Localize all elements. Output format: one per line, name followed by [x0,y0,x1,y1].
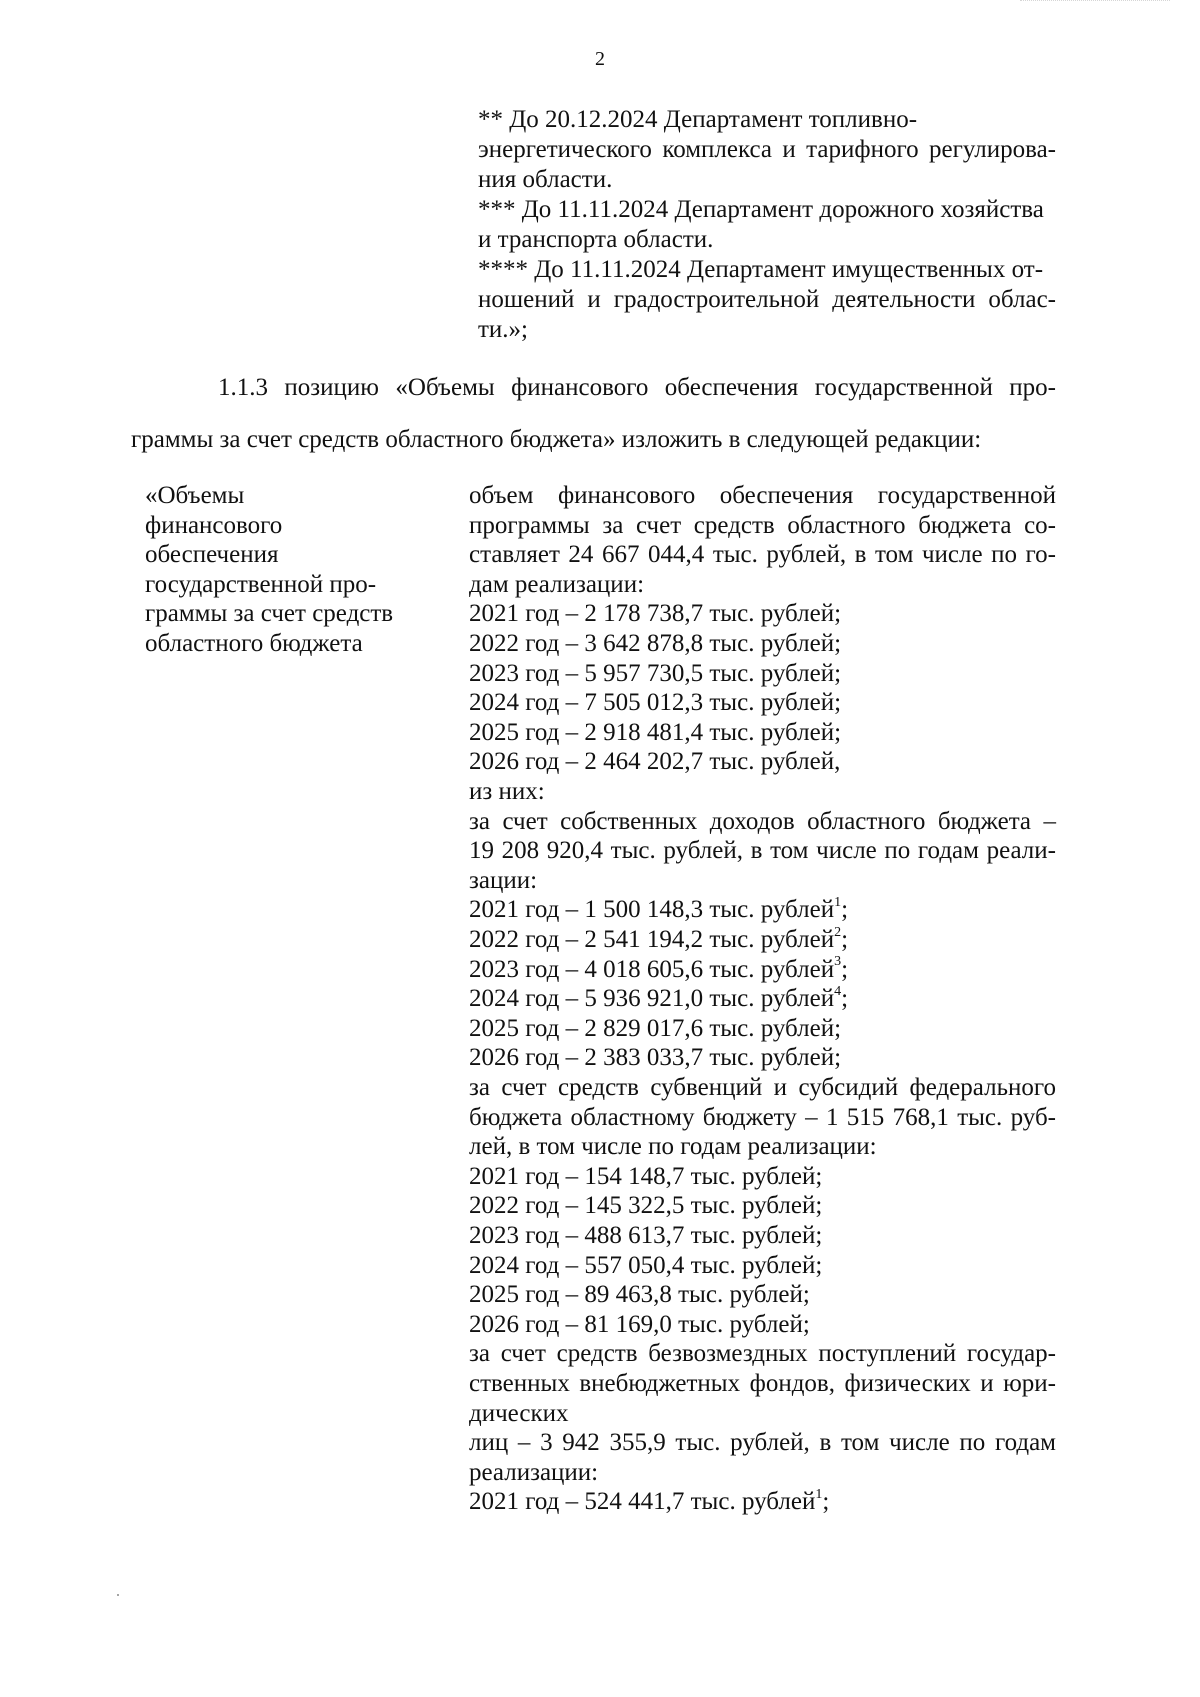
table-right-line: за счет собственных доходов областного бюджета – [469,807,1056,835]
paragraph-line: граммы за счет средств областного бюджета» изложить в следующей редакции: [131,426,982,453]
table-right-line: 2026 год – 81 169,0 тыс. рублей; [469,1310,810,1338]
table-right-line: ставляет 24 667 044,4 тыс. рублей, в том числе по го- [469,541,1056,569]
table-right-line: 2026 год – 2 383 033,7 тыс. рублей; [469,1044,842,1072]
table-right-line: 2022 год – 2 541 194,2 тыс. рублей$^2$; [469,924,849,953]
table-left-line: граммы за счет средств [145,600,394,628]
table-left-line: обеспечения [145,541,279,569]
table-right-line: за счет средств безвозмездных поступлений государ- [469,1340,1056,1368]
table-right-line: 2021 год – 1 500 148,3 тыс. рублей$^1$; [469,895,849,924]
table-right-line: бюджета областному бюджету – 1 515 768,1 тыс. руб- [469,1103,1056,1131]
table-right-line: 2024 год – 7 505 012,3 тыс. рублей; [469,689,842,717]
table-right-line: 2021 год – 154 148,7 тыс. рублей; [469,1162,823,1190]
table-right-line: 2026 год – 2 464 202,7 тыс. рублей, [469,748,841,776]
footnote-line: ** До 20.12.2024 Департамент топливно- [478,106,918,133]
table-right-line: 2023 год – 488 613,7 тыс. рублей; [469,1222,823,1249]
table-right-line: реализации: [469,1458,599,1486]
table-right-line: 2023 год – 4 018 605,6 тыс. рублей$^3$; [469,954,849,983]
table-right-line: 19 208 920,4 тыс. рублей, в том числе по годам реали- [469,837,1056,865]
table-left-line: финансового [145,511,283,539]
table-right-line: лиц – 3 942 355,9 тыс. рублей, в том числе по годам [469,1429,1056,1457]
table-right-line: программы за счет средств областного бюджета со- [469,511,1056,539]
table-right-line: дам реализации: [469,570,645,598]
footnote-line: ношений и градостроительной деятельности облас- [478,286,1056,313]
footnote-line: энергетического комплекса и тарифного регулирова- [478,136,1056,163]
table-left-line: «Объемы [145,482,245,509]
table-right-line: 2021 год – 2 178 738,7 тыс. рублей; [469,600,842,628]
table-right-line: 2024 год – 557 050,4 тыс. рублей; [469,1251,823,1279]
footnote-line: ния области. [478,166,613,193]
footnote-ref: 2 [834,924,842,940]
table-right-line: 2021 год – 524 441,7 тыс. рублей$^1$; [469,1487,830,1516]
footnote-line: и транспорта области. [478,226,714,253]
paragraph-line: 1.1.3 позицию «Объемы финансового обеспечения государственной про- [218,374,1056,401]
table-right-line: 2025 год – 2 918 481,4 тыс. рублей; [469,718,842,746]
table-right-line: 2022 год – 145 322,5 тыс. рублей; [469,1192,823,1220]
footnote-ref: 3 [834,954,842,970]
table-right-line: 2025 год – 89 463,8 тыс. рублей; [469,1281,810,1309]
footnote-ref: 4 [834,983,842,999]
table-left-line: областного бюджета [145,630,363,657]
table-right-line: дических [469,1399,569,1427]
table-right-line: 2025 год – 2 829 017,6 тыс. рублей; [469,1014,842,1042]
table-right-line: лей, в том числе по годам реализации: [469,1133,877,1161]
footnote-line: *** До 11.11.2024 Департамент дорожного хозяйства [478,196,1044,223]
footnote-line: ти.»; [478,316,528,343]
footnote-ref: 1 [834,895,842,911]
table-right-line: ственных внебюджетных фондов, физических и юри- [469,1370,1056,1397]
scan-edge-mark [1020,0,1170,9]
table-right-line: 2022 год – 3 642 878,8 тыс. рублей; [469,630,842,657]
table-right-line: объем финансового обеспечения государственной [469,482,1056,509]
footnote-line: **** До 11.11.2024 Департамент имущественных от- [478,256,1044,283]
scan-speck [117,1594,119,1596]
table-right-line: 2023 год – 5 957 730,5 тыс. рублей; [469,659,842,687]
table-right-line: зации: [469,866,538,894]
table-right-line: из них: [469,778,545,805]
table-right-line: за счет средств субвенций и субсидий федерального [469,1074,1056,1101]
table-left-line: государственной про- [145,570,377,598]
page-number: 2 [595,48,605,70]
table-right-line: 2024 год – 5 936 921,0 тыс. рублей$^4$; [469,983,849,1013]
footnote-ref: 1 [815,1487,823,1503]
